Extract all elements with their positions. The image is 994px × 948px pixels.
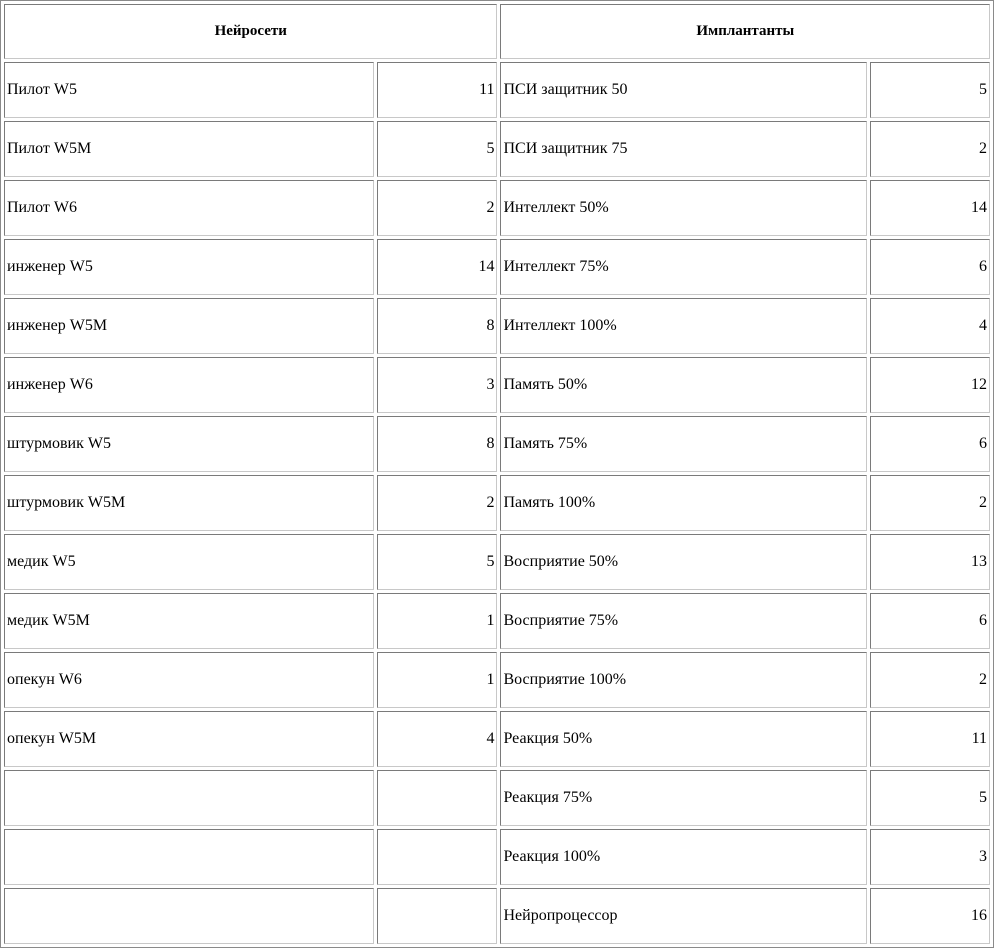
table-row (4, 62, 990, 118)
neuronet-name: инженер W5M (4, 298, 374, 354)
header-row (4, 4, 990, 59)
implant-name: Память 50% (500, 357, 866, 413)
implant-name: Интеллект 75% (500, 239, 866, 295)
implant-count: 3 (870, 829, 990, 885)
implant-name: Память 100% (500, 475, 866, 531)
neuronet-name: медик W5 (4, 534, 374, 590)
neuronet-count: 1 (377, 652, 497, 708)
neuronet-name: инженер W6 (4, 357, 374, 413)
implant-count: 2 (870, 652, 990, 708)
neuronet-name: медик W5M (4, 593, 374, 649)
neuronet-count: 5 (377, 534, 497, 590)
implant-count: 4 (870, 298, 990, 354)
implant-name: ПСИ защитник 50 (500, 62, 866, 118)
implant-name: Реакция 75% (500, 770, 866, 826)
neuronet-name: Пилот W5 (4, 62, 374, 118)
neuronet-count: 2 (377, 180, 497, 236)
implant-count: 6 (870, 239, 990, 295)
neuronet-count-empty (377, 770, 497, 826)
table-row (4, 829, 990, 885)
neuronet-name-empty (4, 888, 374, 944)
implant-count: 6 (870, 416, 990, 472)
neuronet-name: Пилот W5M (4, 121, 374, 177)
table-row (4, 888, 990, 944)
table-row (4, 770, 990, 826)
table-row (4, 416, 990, 472)
neuronet-name-empty (4, 770, 374, 826)
table-row (4, 357, 990, 413)
implant-name: Восприятие 50% (500, 534, 866, 590)
implant-name: Нейропроцессор (500, 888, 866, 944)
header-implants: Имплантанты (500, 4, 990, 59)
neuronet-count: 11 (377, 62, 497, 118)
header-neuronets: Нейросети (4, 4, 497, 59)
implant-name: Интеллект 100% (500, 298, 866, 354)
neuronet-name: инженер W5 (4, 239, 374, 295)
implant-count: 12 (870, 357, 990, 413)
neuronet-count: 3 (377, 357, 497, 413)
neuronet-count: 4 (377, 711, 497, 767)
neuronet-name: штурмовик W5M (4, 475, 374, 531)
implant-count: 13 (870, 534, 990, 590)
implant-name: ПСИ защитник 75 (500, 121, 866, 177)
implant-count: 11 (870, 711, 990, 767)
neuronet-count: 8 (377, 416, 497, 472)
neuronet-name: опекун W5M (4, 711, 374, 767)
neuronet-count: 5 (377, 121, 497, 177)
implant-count: 16 (870, 888, 990, 944)
implant-count: 14 (870, 180, 990, 236)
neuronet-count: 2 (377, 475, 497, 531)
neuronet-name: штурмовик W5 (4, 416, 374, 472)
implant-count: 2 (870, 121, 990, 177)
table-row (4, 652, 990, 708)
implant-name: Реакция 100% (500, 829, 866, 885)
implant-count: 6 (870, 593, 990, 649)
table-row (4, 593, 990, 649)
neuronet-name: Пилот W6 (4, 180, 374, 236)
table-row (4, 711, 990, 767)
table-body (4, 62, 990, 944)
neuronet-count: 14 (377, 239, 497, 295)
implant-name: Интеллект 50% (500, 180, 866, 236)
implant-name: Восприятие 100% (500, 652, 866, 708)
neuronet-count: 8 (377, 298, 497, 354)
table-row (4, 121, 990, 177)
table-row (4, 298, 990, 354)
neuronet-count-empty (377, 829, 497, 885)
table-row (4, 534, 990, 590)
table-row (4, 180, 990, 236)
neuronet-name-empty (4, 829, 374, 885)
neuronet-count: 1 (377, 593, 497, 649)
table-row (4, 475, 990, 531)
implant-name: Восприятие 75% (500, 593, 866, 649)
implant-count: 5 (870, 62, 990, 118)
neuronet-name: опекун W6 (4, 652, 374, 708)
implant-count: 2 (870, 475, 990, 531)
neuronet-count-empty (377, 888, 497, 944)
implant-name: Память 75% (500, 416, 866, 472)
implant-count: 5 (870, 770, 990, 826)
table-row (4, 239, 990, 295)
implant-name: Реакция 50% (500, 711, 866, 767)
